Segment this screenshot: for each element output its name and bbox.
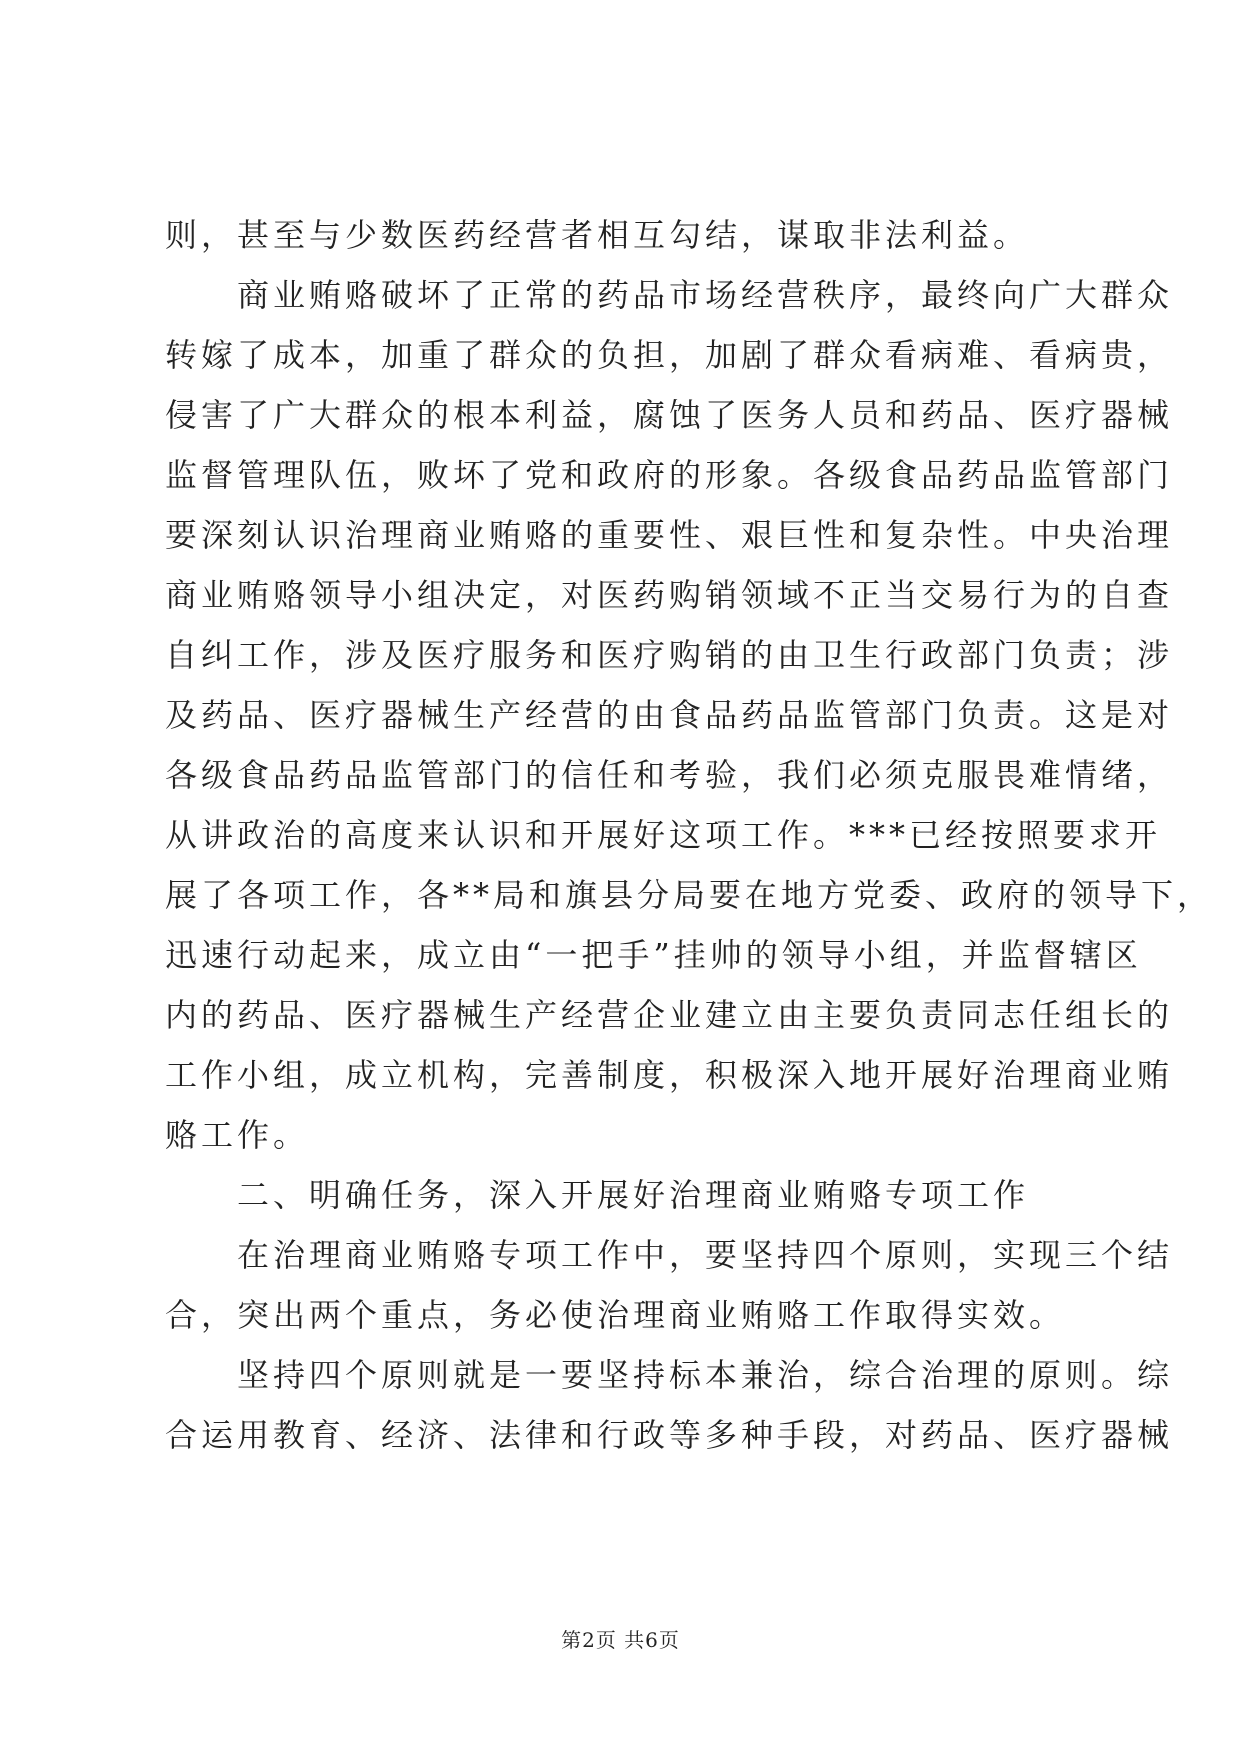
text-line: 展了各项工作，各**局和旗县分局要在地方党委、政府的领导下， [165, 876, 1214, 914]
text-line: 各级食品药品监管部门的信任和考验，我们必须克服畏难情绪， [165, 756, 1174, 794]
text-line: 坚持四个原则就是一要坚持标本兼治，综合治理的原则。综 [237, 1356, 1174, 1394]
text-line: 迅速行动起来，成立由“一把手”挂帅的领导小组，并监督辖区 [165, 936, 1142, 974]
text-line: 商业贿赂破坏了正常的药品市场经营秩序，最终向广大群众 [237, 276, 1174, 314]
document-body [165, 205, 1214, 1465]
text-line: 赂工作。 [165, 1116, 310, 1154]
text-line: 及药品、医疗器械生产经营的由食品药品监管部门负责。这是对 [165, 696, 1174, 734]
text-line: 合，突出两个重点，务必使治理商业贿赂工作取得实效。 [165, 1296, 1066, 1334]
text-line: 自纠工作，涉及医疗服务和医疗购销的由卫生行政部门负责；涉 [165, 636, 1174, 674]
text-line: 商业贿赂领导小组决定，对医药购销领域不正当交易行为的自查 [165, 576, 1174, 614]
text-line: 转嫁了成本，加重了群众的负担，加剧了群众看病难、看病贵， [165, 336, 1174, 374]
section-heading: 二、明确任务，深入开展好治理商业贿赂专项工作 [237, 1176, 1030, 1214]
text-line: 合运用教育、经济、法律和行政等多种手段，对药品、医疗器械 [165, 1416, 1174, 1454]
text-line: 内的药品、医疗器械生产经营企业建立由主要负责同志任组长的 [165, 996, 1174, 1034]
text-line: 工作小组，成立机构，完善制度，积极深入地开展好治理商业贿 [165, 1056, 1174, 1094]
text-line: 从讲政治的高度来认识和开展好这项工作。***已经按照要求开 [165, 816, 1162, 854]
text-line: 在治理商业贿赂专项工作中，要坚持四个原则，实现三个结 [237, 1236, 1174, 1274]
text-line: 侵害了广大群众的根本利益，腐蚀了医务人员和药品、医疗器械 [165, 396, 1174, 434]
text-line: 则，甚至与少数医药经营者相互勾结，谋取非法利益。 [165, 216, 1030, 254]
text-line: 要深刻认识治理商业贿赂的重要性、艰巨性和复杂性。中央治理 [165, 516, 1174, 554]
page-footer: 第2页 共6页 [561, 1628, 680, 1652]
text-line: 监督管理队伍，败坏了党和政府的形象。各级食品药品监管部门 [165, 456, 1174, 494]
